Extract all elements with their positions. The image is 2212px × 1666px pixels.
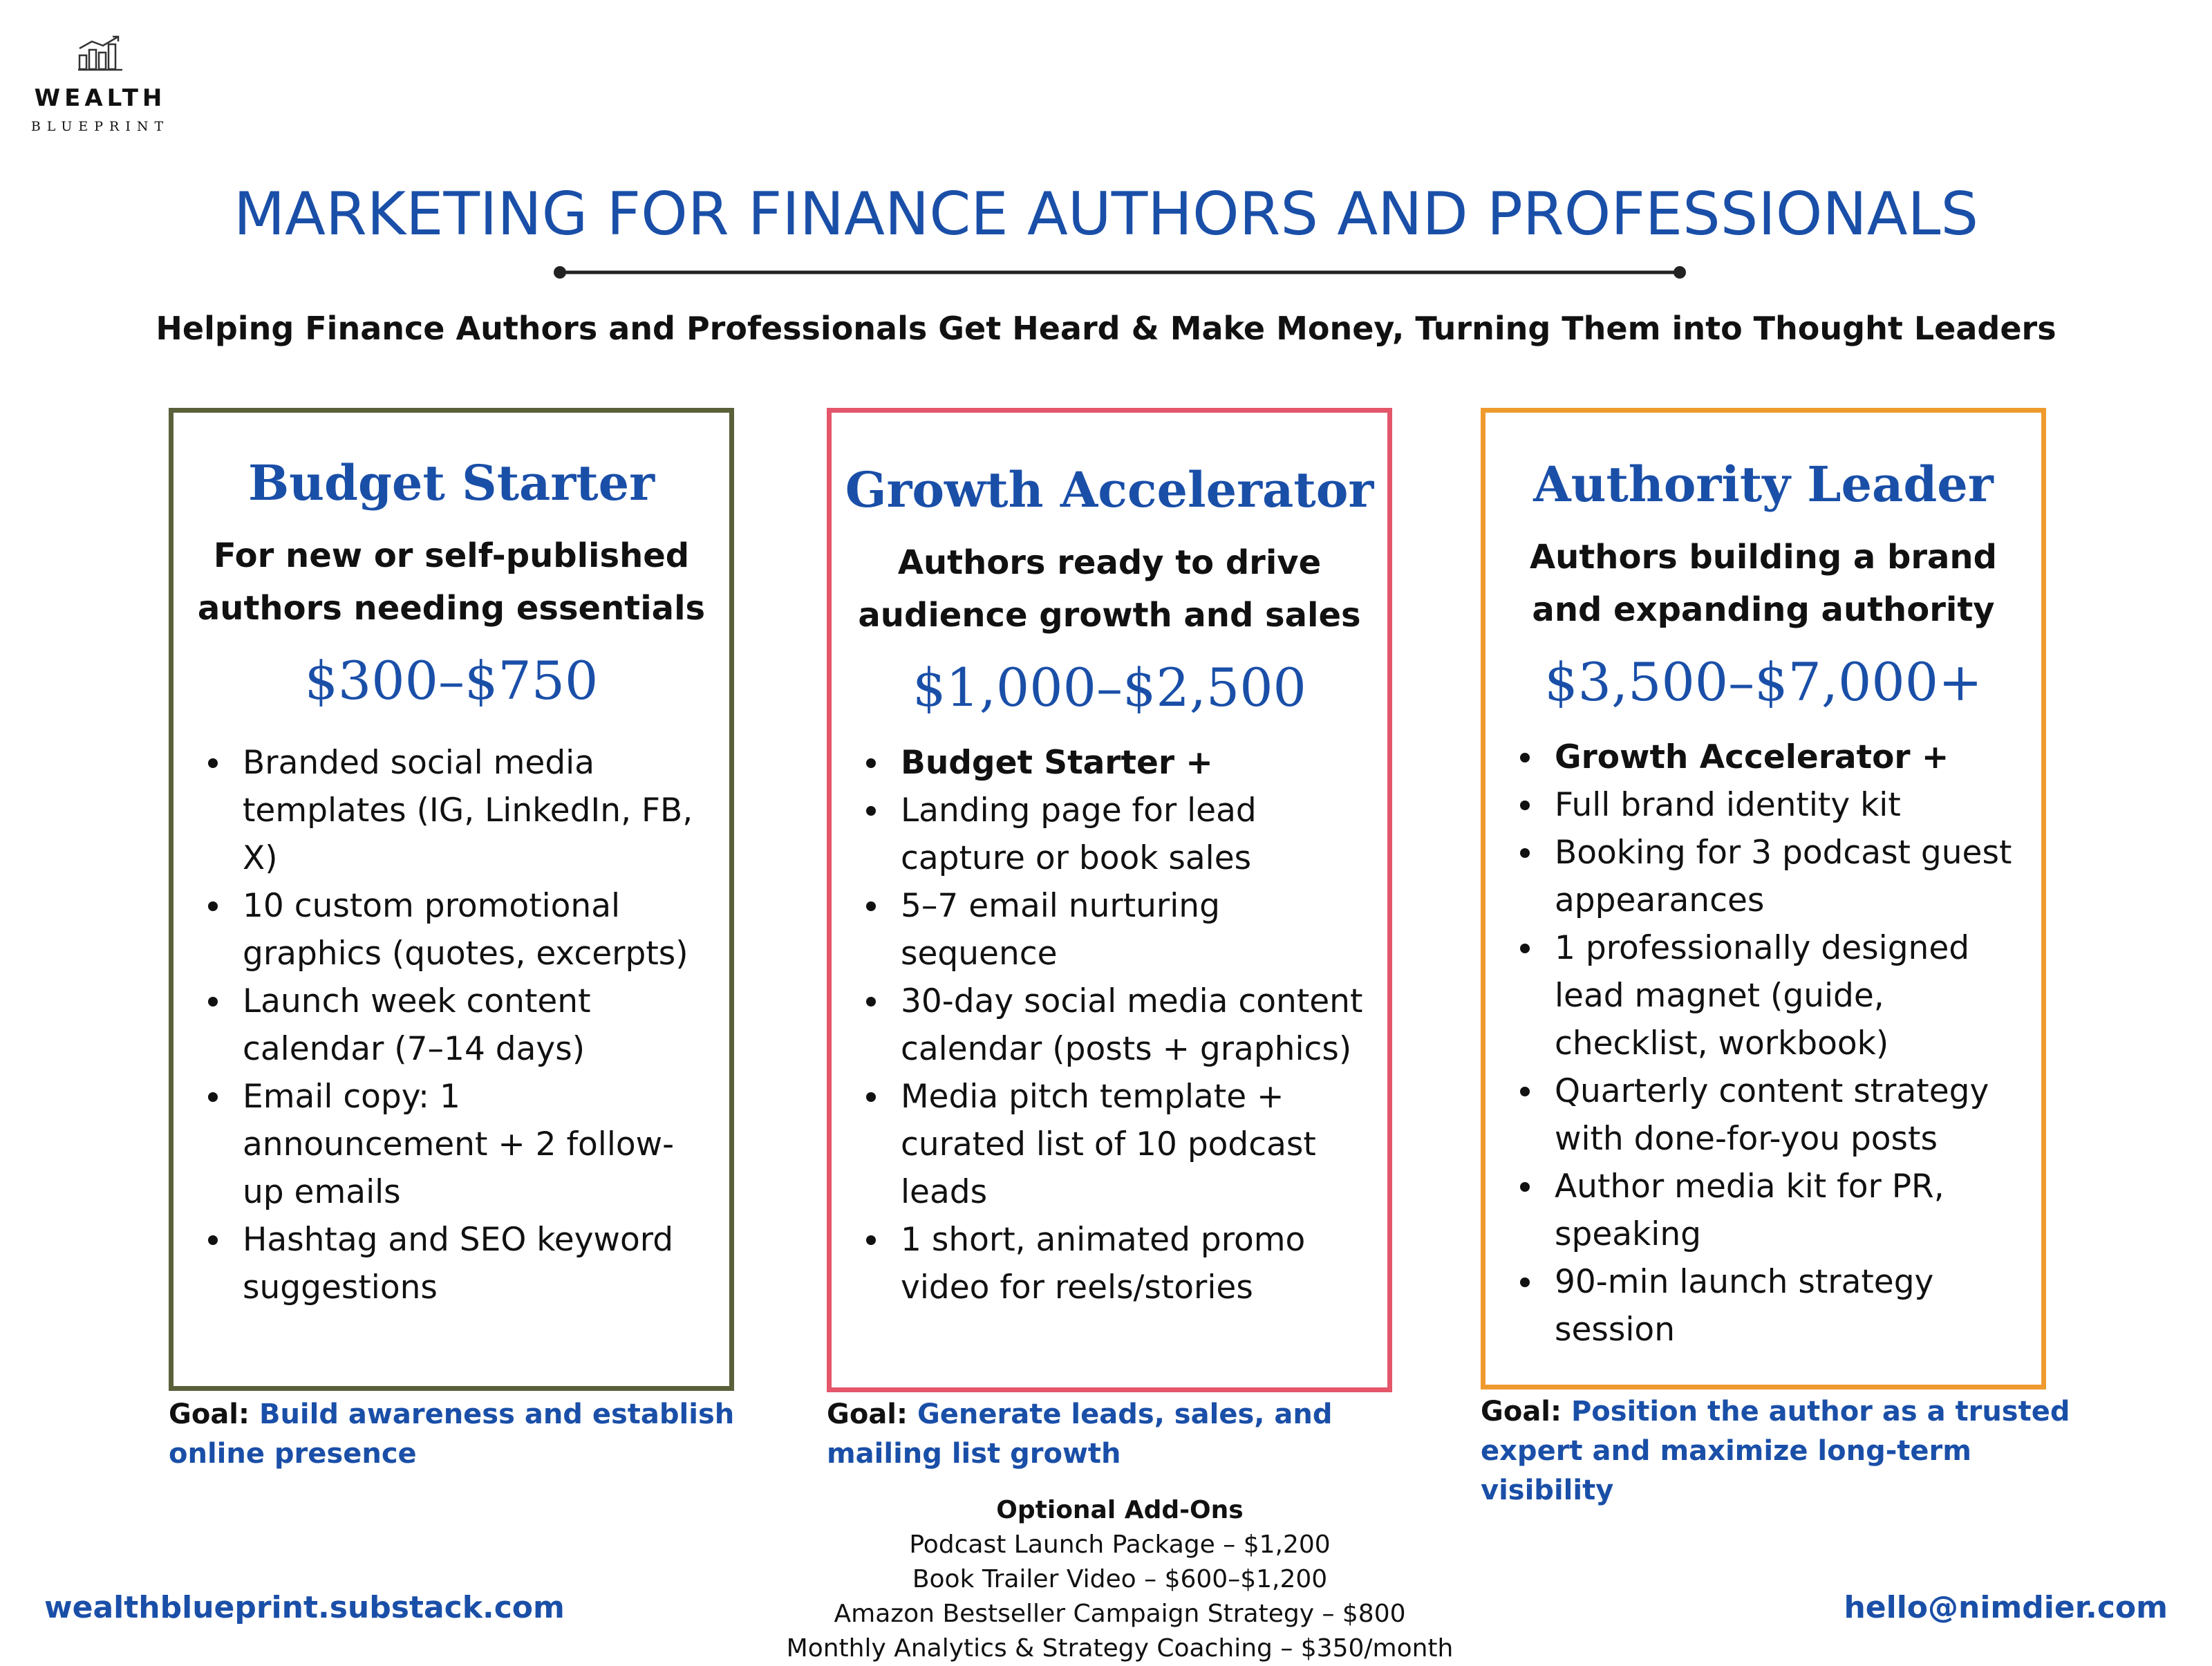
package-card-authority-leader [1481,408,2046,1389]
feature-item: Media pitch template + curated list of 10 podcast leads [901,1073,1367,1216]
addon-item: Podcast Launch Package – $1,200 [909,1531,1331,1559]
package-name: Authority Leader [1533,456,1994,513]
feature-list [901,739,1367,1311]
feature-item: Hashtag and SEO keyword suggestions [243,1216,709,1311]
page-title: MARKETING FOR FINANCE AUTHORS AND PROFESSIONALS [233,180,1979,249]
feature-item: Booking for 3 podcast guest appearances [1555,829,2021,924]
goal-text: Build awareness and establish online presence [169,1398,735,1470]
building-chart-icon [77,35,124,72]
addons-title: Optional Add-Ons [996,1496,1244,1524]
package-name: Budget Starter [247,454,655,512]
goal-growth-accelerator [827,1395,1421,1474]
feature-item: 10 custom promotional graphics (quotes, excerpts) [243,882,709,977]
feature-item: Landing page for lead capture or book sales [901,787,1367,882]
page-subtitle: Helping Finance Authors and Professionals Get Heard & Make Money, Turning Them into Thought Leaders [156,310,2056,347]
feature-item: Author media kit for PR, speaking [1555,1163,2021,1258]
feature-item: 1 professionally designed lead magnet (guide, checklist, workbook) [1555,924,2021,1067]
feature-item: Budget Starter + [901,739,1367,787]
feature-item: 5–7 email nurturing sequence [901,882,1367,977]
addon-item: Monthly Analytics & Strategy Coaching – $350/month [786,1634,1454,1663]
feature-item: 1 short, animated promo video for reels/stories [901,1216,1367,1311]
feature-item: Full brand identity kit [1555,781,2021,829]
brand-tagline: BLUEPRINT [30,119,170,134]
brand-logo [21,35,180,134]
feature-item: Quarterly content strategy with done-for-you posts [1555,1067,2021,1163]
goal-text: Position the author as a trusted expert and maximize long-term visibility [1481,1396,2070,1506]
goal-label: Goal: [169,1398,250,1430]
package-price: $300–$750 [304,650,599,711]
package-price: $1,000–$2,500 [912,657,1306,718]
feature-item: Branded social media templates (IG, LinkedIn, FB, X) [243,739,709,882]
feature-list [1555,733,2021,1354]
package-price: $3,500–$7,000+ [1544,651,1983,713]
package-audience: For new or self-published authors needing essentials [197,536,706,628]
package-card-growth-accelerator [827,408,1392,1392]
feature-list [243,739,709,1311]
goal-label: Goal: [827,1398,908,1430]
feature-item: Launch week content calendar (7–14 days) [243,977,709,1073]
optional-addons [691,1493,1548,1666]
goal-text: Generate leads, sales, and mailing list growth [827,1398,1333,1470]
website-link[interactable]: wealthblueprint.substack.com [44,1590,565,1625]
title-divider [553,265,1687,279]
package-name: Growth Accelerator [845,461,1374,518]
feature-item: Email copy: 1 announcement + 2 follow-up emails [243,1073,709,1216]
package-card-budget-starter [169,408,734,1391]
package-audience: Authors building a brand and expanding authority [1530,538,1997,629]
goal-budget-starter [169,1395,763,1474]
addon-item: Book Trailer Video – $600–$1,200 [912,1565,1328,1593]
addon-item: Amazon Bestseller Campaign Strategy – $800 [834,1600,1406,1628]
email-link[interactable]: hello@nimdier.com [1844,1590,2168,1625]
goal-authority-leader [1481,1392,2075,1510]
goal-label: Goal: [1481,1396,1562,1428]
feature-item: 90-min launch strategy session [1555,1258,2021,1354]
brand-name: WEALTH [34,84,167,112]
feature-item: 30-day social media content calendar (posts + graphics) [901,977,1367,1073]
package-audience: Authors ready to drive audience growth and sales [858,543,1361,635]
feature-item: Growth Accelerator + [1555,733,2021,781]
